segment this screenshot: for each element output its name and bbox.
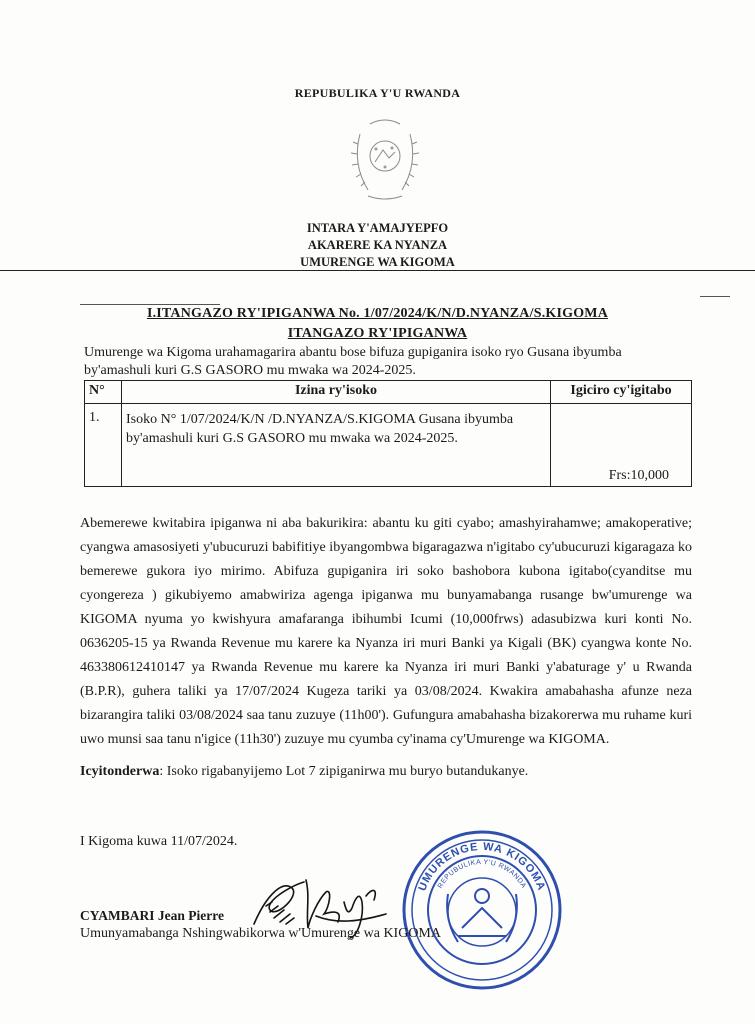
signer-role: Umunyamabanga Nshingwabikorwa w'Umurenge wa KIGOMA — [80, 926, 441, 941]
signer-name: CYAMBARI Jean Pierre — [80, 908, 224, 923]
column-header-tender-name: Izina ry'isoko — [122, 381, 551, 404]
row-number: 1. — [85, 404, 122, 487]
sector-line: UMURENGE WA KIGOMA — [300, 255, 455, 269]
country-heading: REPUBULIKA Y'U RWANDA — [294, 86, 461, 100]
region-heading — [0, 220, 755, 271]
document-price: Frs:10,000 — [551, 404, 692, 487]
note-label: Icyitonderwa — [80, 764, 160, 779]
scan-mark — [80, 304, 220, 305]
place-date: I Kigoma kuwa 11/07/2024. — [80, 834, 238, 849]
note-text: : Isoko rigabanyijemo Lot 7 zipiganirwa mu buryo butandukanye. — [159, 764, 529, 779]
handwritten-signature — [246, 866, 396, 942]
header-divider — [0, 270, 755, 271]
stamp-inner-text: REPUBULIKA Y'U RWANDA — [436, 858, 528, 890]
tender-table — [84, 380, 692, 487]
province-line: INTARA Y'AMAJYEPFO — [306, 221, 449, 235]
column-header-number: N° — [85, 381, 122, 404]
district-line: AKARERE KA NYANZA — [307, 238, 448, 252]
national-emblem-icon — [340, 104, 430, 214]
svg-text:REPUBULIKA Y'U RWANDA — [437, 859, 527, 890]
notice-reference-title: I.ITANGAZO RY'IPIGANWA No. 1/07/2024/K/N/D.NYANZA/S.KIGOMA — [146, 306, 609, 321]
intro-paragraph: Umurenge wa Kigoma urahamagarira abantu bose bifuza gupiganira isoko ryo Gusana ibyumba by'amashuli kuri G.S GASORO mu mwaka wa 2024-2025. — [84, 345, 622, 378]
table-row — [85, 404, 692, 487]
table-header-row — [85, 381, 692, 404]
scan-mark — [700, 296, 730, 297]
note-paragraph — [80, 764, 692, 780]
official-stamp — [396, 824, 568, 996]
stamp-top-text: UMURENGE WA KIGOMA — [416, 840, 548, 893]
tender-description: Isoko N° 1/07/2024/K/N /D.NYANZA/S.KIGOMA Gusana ibyumba by'amashuli kuri G.S GASORO mu mwaka wa 2024-2025. — [122, 404, 551, 487]
notice-subtitle: ITANGAZO RY'IPIGANWA — [287, 326, 468, 341]
column-header-document-price: Igiciro cy'igitabo — [551, 381, 692, 404]
body-paragraph: Abemerewe kwitabira ipiganwa ni aba bakurikira: abantu ku giti cyabo; amashyirahamwe; amakoperative; cyangwa amasosiyeti y'ubucuruzi babifitiye ibyangombwa bigaragazwa n'igitabo cy'ubucuruzi kigaragaza ko bemerewe gukora iyo mirimo. Abifuza gupiganira iri soko bashobora kubona igitabo(cyanditse mu cyongereza ) gikubiyemo amabwiriza agenga ipiganwa mu bunyamabanga rusange bw'umurenge wa KIGOMA nyuma yo kwishyura amafaranga ibihumbi Icumi (10,000frws) adasubizwa kuri konti No. 0636205-15 ya Rwanda Revenue mu karere ka Nyanza iri muri Banki ya Kigali (BK) cyangwa konte No. 463380612410147 ya Rwanda Revenue mu karere ka Nyanza iri muri Banki y'abaturage y' u Rwanda (B.P.R), guhera taliki ya 17/07/2024 Kugeza tariki ya 03/08/2024. Kwakira amabahasha afunze neza bizarangira taliki 03/08/2024 saa tanu zuzuye (11h00'). Gufungura amabahasha bizakorerwa mu ruhame kuri uwo munsi saa tanu n'igice (11h30') zuzuye mu cyumba cy'inama cy'Umurenge wa KIGOMA. — [80, 516, 692, 747]
